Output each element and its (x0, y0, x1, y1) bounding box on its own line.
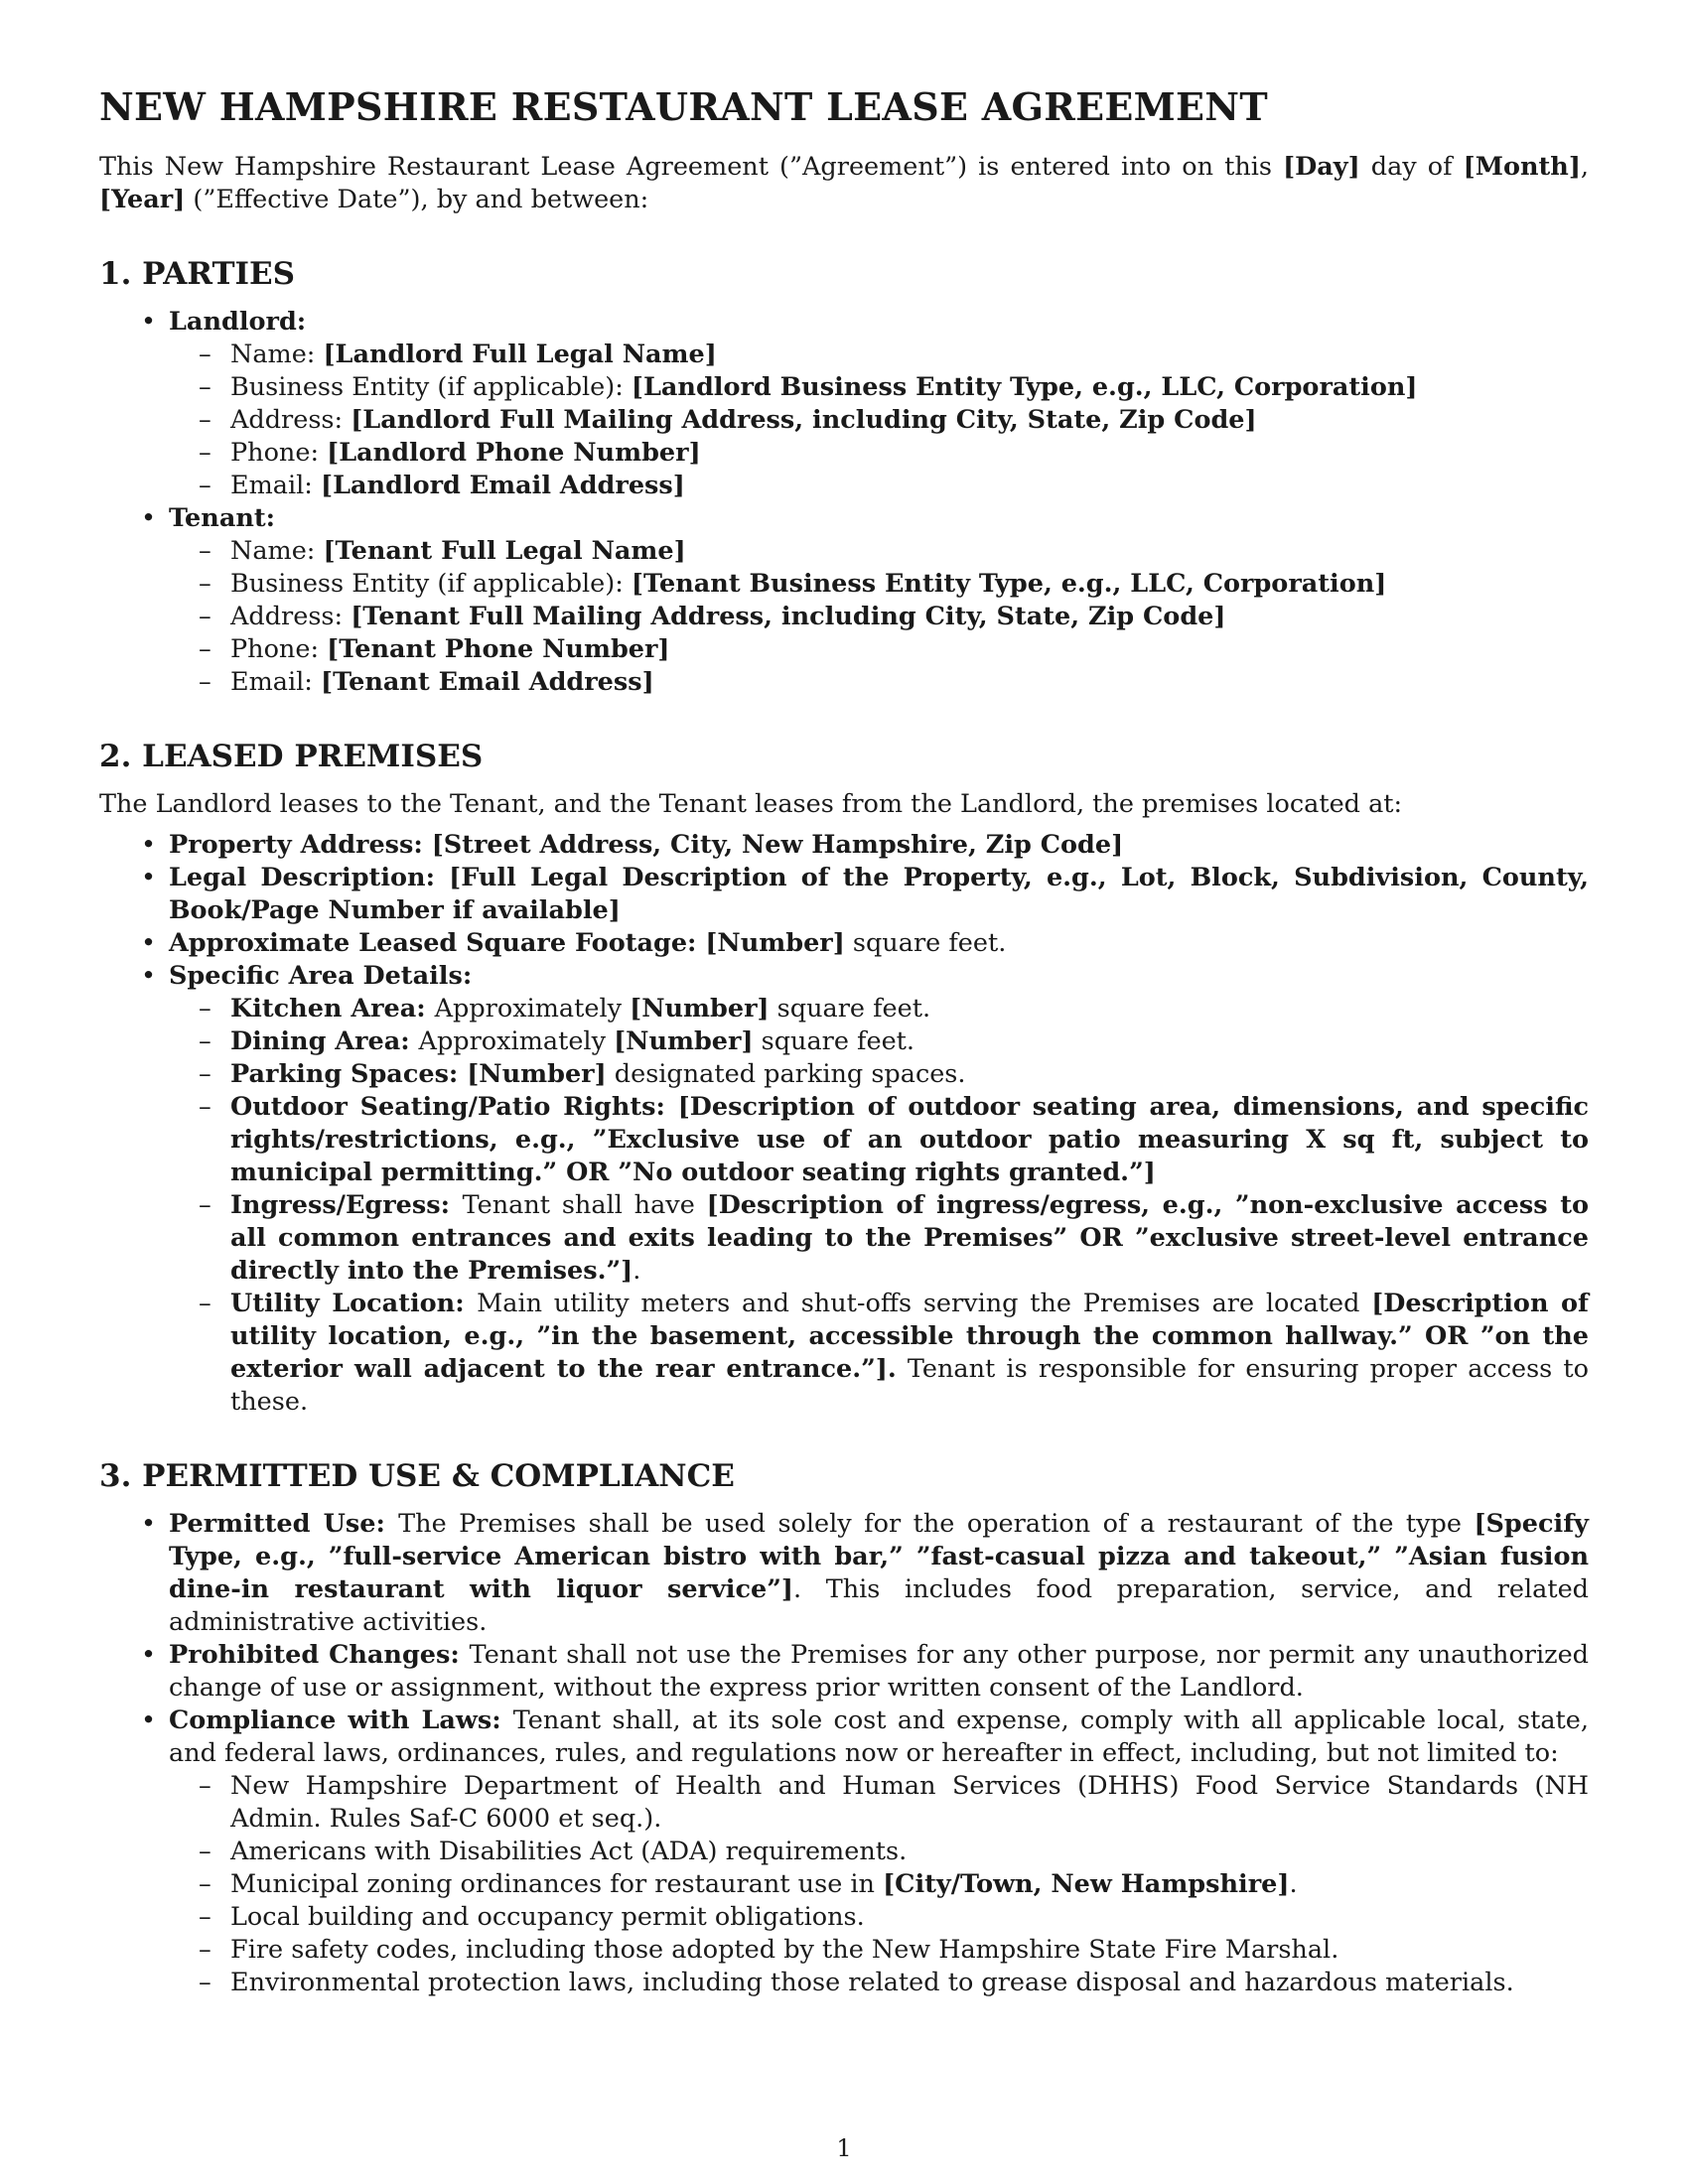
square-footage-item: • Approximate Leased Square Footage: [Number] square feet. (99, 927, 1589, 960)
document-page (99, 83, 1589, 1999)
landlord-phone: – Phone: [Landlord Phone Number] (169, 437, 1589, 470)
ingress-egress: – Ingress/Egress: Tenant shall have [Description of ingress/egress, e.g., ”non-exclusive access to all common entrances and exits leading to the Premises” OR ”exclusive street-level entrance directly into the Premises.”]. (169, 1189, 1589, 1288)
prohibited-changes-item: • Prohibited Changes: Tenant shall not use the Premises for any other purpose, nor permit any unauthorized change of use or assignment, without the express prior written consent of the Landlord. (99, 1639, 1589, 1705)
law-zoning: – Municipal zoning ordinances for restaurant use in [City/Town, New Hampshire]. (169, 1868, 1589, 1901)
area-details-item: • Specific Area Details: – Kitchen Area: Approximately [Number] square feet. – Dining Area: Approximately [Number] square feet. – Parking Spaces: [Number] designated parking spaces. – Outdoor Seating/Patio Rights: [Description of outdoor seating area, dimensions, and specific rights/restrictions, e.g., ”Exclusive use of an outdoor patio measuring X sq ft, subject to municipal permitting.” OR ”No outdoor seating rights granted.”] – Ingress/Egress: Tenant shall have [Description of ingress/egress, e.g., ”non-exclusive access to all common entrances and exits leading to the Premises” OR ”exclusive street-level entrance directly into the Premises.”]. – Utility Location: Main utility meters and shut-offs serving the Premises are located [Description of utility location, e.g., ”in the basement, accessible through the common hallway.” OR ”on the exterior wall adjacent to the rear entrance.”]. Tenant is responsible for ensuring proper access to these. (99, 960, 1589, 1419)
tenant-name: – Name: [Tenant Full Legal Name] (169, 535, 1589, 568)
legal-description-item: • Legal Description: [Full Legal Description of the Property, e.g., Lot, Block, Subdivision, County, Book/Page Number if available] (99, 862, 1589, 927)
outdoor-seating: – Outdoor Seating/Patio Rights: [Description of outdoor seating area, dimensions, and specific rights/restrictions, e.g., ”Exclusive use of an outdoor patio measuring X sq ft, subject to municipal permitting.” OR ”No outdoor seating rights granted.”] (169, 1091, 1589, 1189)
landlord-address: – Address: [Landlord Full Mailing Address, including City, State, Zip Code] (169, 404, 1589, 437)
document-title: NEW HAMPSHIRE RESTAURANT LEASE AGREEMENT (99, 84, 1268, 129)
page-number: 1 (836, 2134, 852, 2162)
law-ada: – Americans with Disabilities Act (ADA) requirements. (169, 1836, 1589, 1868)
landlord-entity: – Business Entity (if applicable): [Landlord Business Entity Type, e.g., LLC, Corporation] (169, 371, 1589, 404)
section-parties (99, 254, 1589, 699)
section-leased-premises (99, 737, 1589, 1419)
dining-area: – Dining Area: Approximately [Number] square feet. (169, 1025, 1589, 1058)
tenant-item: • Tenant: – Name: [Tenant Full Legal Name] – Business Entity (if applicable): [Tenant Business Entity Type, e.g., LLC, Corporation] – Address: [Tenant Full Mailing Address, including City, State, Zip Code] – Phone: [Tenant Phone Number] – Email: [Tenant Email Address] (99, 502, 1589, 699)
landlord-name: – Name: [Landlord Full Legal Name] (169, 339, 1589, 371)
law-building: – Local building and occupancy permit obligations. (169, 1901, 1589, 1934)
tenant-email: – Email: [Tenant Email Address] (169, 666, 1589, 699)
tenant-entity: – Business Entity (if applicable): [Tenant Business Entity Type, e.g., LLC, Corporation] (169, 568, 1589, 601)
law-dhhs: – New Hampshire Department of Health and Human Services (DHHS) Food Service Standards (NH Admin. Rules Saf-C 6000 et seq.). (169, 1770, 1589, 1836)
kitchen-area: – Kitchen Area: Approximately [Number] square feet. (169, 993, 1589, 1025)
intro-paragraph: This New Hampshire Restaurant Lease Agreement (”Agreement”) is entered into on this [Day] day of [Month], [Year] (”Effective Date”), by and between: (99, 152, 1589, 214)
landlord-email: – Email: [Landlord Email Address] (169, 470, 1589, 502)
tenant-address: – Address: [Tenant Full Mailing Address, including City, State, Zip Code] (169, 601, 1589, 633)
utility-location: – Utility Location: Main utility meters and shut-offs serving the Premises are located [Description of utility location, e.g., ”in the basement, accessible through the common hallway.” OR ”on the exterior wall adjacent to the rear entrance.”]. Tenant is responsible for ensuring proper access to these. (169, 1288, 1589, 1419)
permitted-use-item: • Permitted Use: The Premises shall be used solely for the operation of a restaurant of the type [Specify Type, e.g., ”full-service American bistro with bar,” ”fast-casual pizza and takeout,” ”Asian fusion dine-in restaurant with liquor service”]. This includes food preparation, service, and related administrative activities. (99, 1508, 1589, 1639)
section-heading-use: 3. PERMITTED USE & COMPLIANCE (99, 1458, 735, 1494)
compliance-item: • Compliance with Laws: Tenant shall, at its sole cost and expense, comply with all applicable local, state, and federal laws, ordinances, rules, and regulations now or hereafter in effect, including, but not limited to: – New Hampshire Department of Health and Human Services (DHHS) Food Service Standards (NH Admin. Rules Saf-C 6000 et seq.). – Americans with Disabilities Act (ADA) requirements. – Municipal zoning ordinances for restaurant use in [City/Town, New Hampshire]. – Local building and occupancy permit obligations. – Fire safety codes, including those adopted by the New Hampshire State Fire Marshal. – Environmental protection laws, including those related to grease disposal and hazardous materials. (99, 1705, 1589, 1999)
law-environmental: – Environmental protection laws, including those related to grease disposal and hazardous materials. (169, 1967, 1589, 1999)
parking-spaces: – Parking Spaces: [Number] designated parking spaces. (169, 1058, 1589, 1091)
premises-intro: The Landlord leases to the Tenant, and the Tenant leases from the Landlord, the premises located at: (99, 789, 1403, 819)
section-heading-parties: 1. PARTIES (99, 256, 296, 292)
property-address-item: • Property Address: [Street Address, City, New Hampshire, Zip Code] (99, 829, 1589, 862)
tenant-phone: – Phone: [Tenant Phone Number] (169, 633, 1589, 666)
landlord-item: • Landlord: – Name: [Landlord Full Legal Name] – Business Entity (if applicable): [Landlord Business Entity Type, e.g., LLC, Corporation] – Address: [Landlord Full Mailing Address, including City, State, Zip Code] – Phone: [Landlord Phone Number] – Email: [Landlord Email Address] (99, 306, 1589, 502)
law-fire: – Fire safety codes, including those adopted by the New Hampshire State Fire Marshal. (169, 1934, 1589, 1967)
section-permitted-use (99, 1456, 1589, 1999)
section-heading-premises: 2. LEASED PREMISES (99, 739, 484, 774)
